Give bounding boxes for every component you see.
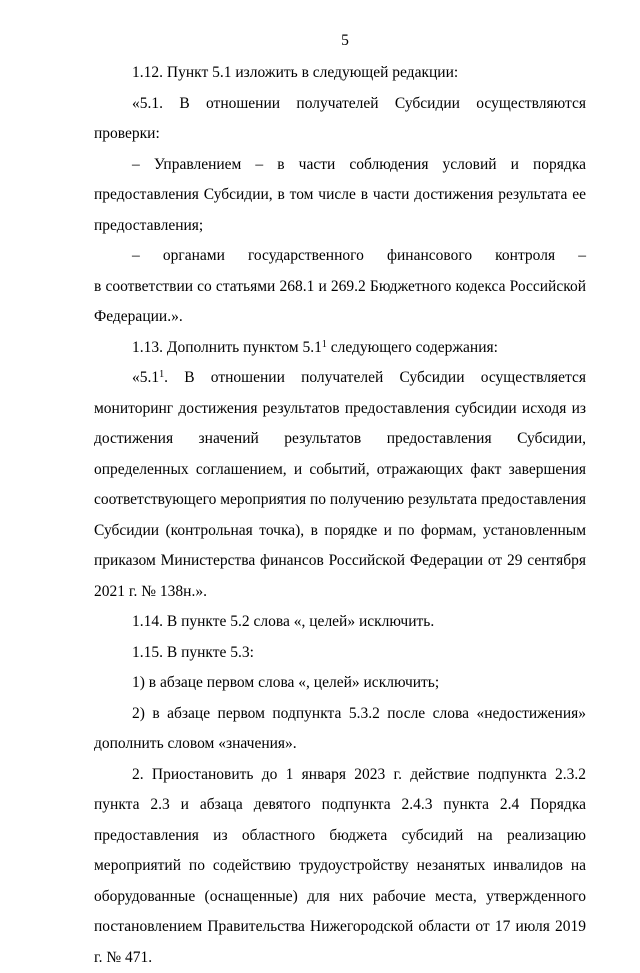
state-control-word: – <box>578 241 586 272</box>
paragraph-5-1-1-quote <box>94 363 586 607</box>
superscript-1: 1 <box>322 339 327 350</box>
superscript-1: 1 <box>159 369 164 380</box>
state-control-word: – <box>132 241 140 272</box>
paragraph-1-13 <box>94 333 586 364</box>
page-number: 5 <box>94 31 586 51</box>
paragraph-management: – Управлением – в части соблюдения условий и порядка предоставления Субсидии, в том числе в части достижения результата ее предоставления; <box>94 150 586 242</box>
p511-text-before: «5.1 <box>132 369 159 386</box>
state-control-first-line <box>94 241 586 272</box>
p511-text-after: . В отношении получателей Субсидии осуществляется мониторинг достижения результатов предоставления субсидии исходя из достижения значений результатов предоставления Субсидии, определенных соглашением, и событий, отражающих факт завершения соответствующего мероприятия по получению результата предоставления Субсидии (контрольная точка), в порядке и по формам, установленным приказом Министерства финансов Российской Федерации от 29 сентября 2021 г. № 138н.». <box>94 369 586 600</box>
paragraph-5-1-quote: «5.1. В отношении получателей Субсидии осуществляются проверки: <box>94 89 586 150</box>
state-control-word: контроля <box>495 241 555 272</box>
p113-text-before: 1.13. Дополнить пунктом 5.1 <box>132 339 322 356</box>
p113-text-after: следующего содержания: <box>327 339 498 356</box>
paragraph-1-15-item-2: 2) в абзаце первом подпункта 5.3.2 после слова «недостижения» дополнить словом «значения». <box>94 699 586 760</box>
paragraph-1-12: 1.12. Пункт 5.1 изложить в следующей редакции: <box>94 58 586 89</box>
paragraph-1-15-item-1: 1) в абзаце первом слова «, целей» исключить; <box>94 668 586 699</box>
state-control-rest: в соответствии со статьями 268.1 и 269.2 Бюджетного кодекса Российской Федерации.». <box>94 272 586 333</box>
paragraph-2-suspend: 2. Приостановить до 1 января 2023 г. действие подпункта 2.3.2 пункта 2.3 и абзаца девятого подпункта 2.4.3 пункта 2.4 Порядка предоставления из областного бюджета субсидий на реализацию мероприятий по содействию трудоустройству незанятых инвалидов на оборудованные (оснащенные) для них рабочие места, утвержденного постановлением Правительства Нижегородской области от 17 июля 2019 г. № 471. <box>94 760 586 973</box>
state-control-word: органами <box>163 241 225 272</box>
paragraph-1-14: 1.14. В пункте 5.2 слова «, целей» исключить. <box>94 607 586 638</box>
paragraph-1-15: 1.15. В пункте 5.3: <box>94 638 586 669</box>
state-control-word: финансового <box>387 241 472 272</box>
state-control-word: государственного <box>248 241 364 272</box>
paragraph-state-control <box>94 241 586 333</box>
